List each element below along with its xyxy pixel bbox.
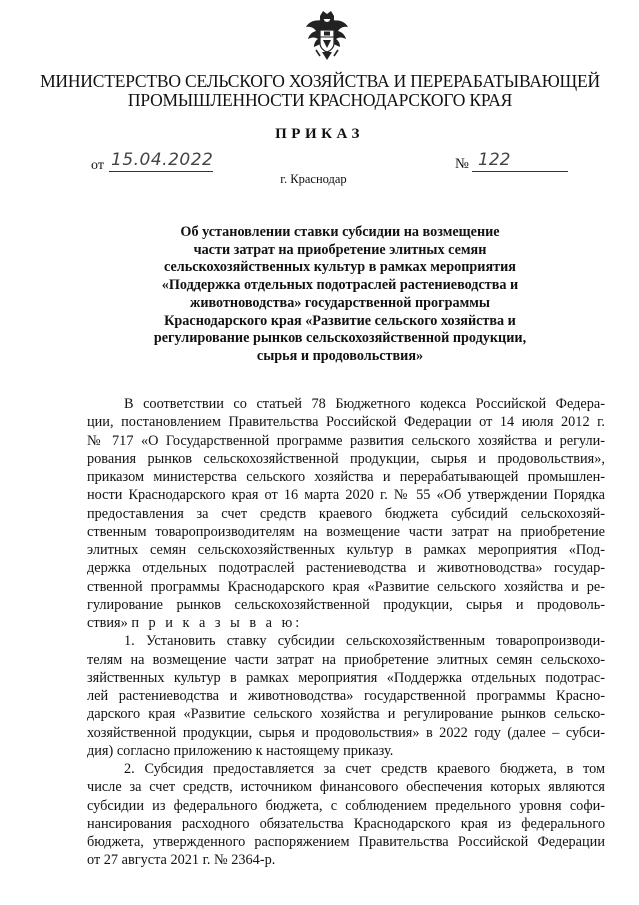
date-prefix: от bbox=[91, 158, 104, 173]
body-line: от 27 августа 2021 г. № 2364-р. bbox=[87, 852, 276, 869]
body-line: приказом министерства сельского хозяйства и перерабатывающей промышлен- bbox=[87, 469, 605, 485]
title-line: Об установлении ставки субсидии на возмещение bbox=[180, 224, 500, 240]
city-label bbox=[0, 172, 639, 187]
body-line: ственной программы Краснодарского края «Развитие сельского хозяйства и ре- bbox=[87, 578, 605, 595]
order-meta bbox=[0, 150, 639, 190]
coat-of-arms-icon bbox=[302, 10, 352, 64]
order-date: 15.04.2022 bbox=[111, 150, 214, 170]
body-line: субсидии из федерального бюджета, с соблюдением предельного уровня софи- bbox=[87, 797, 605, 814]
title-line: животноводства» государственной программы bbox=[190, 294, 490, 311]
city-text: г. Краснодар bbox=[280, 172, 347, 186]
body-line: № 717 «О Государственной программе развития сельского хозяйства и регули- bbox=[87, 432, 605, 449]
number-prefix: № bbox=[455, 156, 469, 172]
document-body bbox=[87, 395, 605, 870]
ministry-name-line-2: ПРОМЫШЛЕННОСТИ КРАСНОДАРСКОГО КРАЯ bbox=[127, 90, 513, 110]
title-line: регулирование рынков сельскохозяйственной продукции, bbox=[153, 330, 527, 347]
body-line: ственным товаропроизводителям на возмещение части затрат на приобретение bbox=[87, 523, 605, 540]
title-line: сельскохозяйственных культур в рамках мероприятия bbox=[164, 259, 516, 276]
body-line: хозяйственной продукции, сырья и продовольствия» в 2022 году (далее – субси- bbox=[87, 724, 605, 741]
body-line: предоставления за счет средств краевого бюджета субсидий сельскохозяй- bbox=[87, 505, 605, 522]
body-line: зяйственных культур в рамках мероприятия «Поддержка отдельных подотрас- bbox=[87, 669, 605, 686]
body-line bbox=[87, 614, 605, 632]
title-line: «Поддержка отдельных подотраслей растениеводства и bbox=[161, 277, 519, 294]
body-line: бюджета, утвержденного распоряжением Правительства Российской Федерации bbox=[87, 834, 605, 850]
body-line: ции, постановлением Правительства Российской Федерации от 14 июля 2012 г. bbox=[87, 414, 605, 431]
body-line: В соответствии со статьей 78 Бюджетного кодекса Российской Федера- bbox=[124, 396, 605, 412]
body-line: держка отдельных подотраслей растениеводства и животноводства» государ- bbox=[87, 560, 605, 577]
body-line-text: ствия» bbox=[87, 615, 128, 631]
ministry-name-line-1: МИНИСТЕРСТВО СЕЛЬСКОГО ХОЗЯЙСТВА И ПЕРЕРАБАТЫВАЮЩЕЙ bbox=[40, 71, 600, 91]
body-line: числе за счет средств, источником финансового обеспечения которых являются bbox=[87, 779, 605, 796]
order-word-spaced: п р и к а з ы в а ю: bbox=[131, 615, 303, 631]
body-line: 2. Субсидия предоставляется за счет средств краевого бюджета, в том bbox=[124, 761, 605, 777]
body-line: лей растениеводства и животноводства» государственной программы Красно- bbox=[87, 688, 605, 704]
body-line: нансирования расходного обязательства Краснодарского края из федерального bbox=[87, 815, 605, 832]
document-title bbox=[130, 224, 550, 366]
body-line: 1. Установить ставку субсидии сельскохозяйственным товаропроизводи- bbox=[124, 633, 605, 650]
body-line: телям на возмещение части затрат на приобретение элитных семян сельскохо- bbox=[87, 651, 605, 668]
title-line: части затрат на приобретение элитных семян bbox=[193, 241, 487, 258]
body-line: гулирование рынков сельскохозяйственной продукции, сырья и продоволь- bbox=[87, 596, 605, 613]
order-title: ПРИКАЗ bbox=[275, 126, 364, 142]
body-line: элитных семян сельскохозяйственных культур в рамках мероприятия «Под- bbox=[87, 542, 605, 558]
body-line: дия) согласно приложению к настоящему приказу. bbox=[87, 742, 394, 759]
body-line: дарского края «Развитие сельского хозяйства и регулирование рынков сельско- bbox=[87, 706, 605, 723]
body-line: ности Краснодарского края от 16 марта 2020 г. № 55 «Об утверждении Порядка bbox=[87, 487, 605, 504]
title-line: Краснодарского края «Развитие сельского хозяйства и bbox=[164, 312, 516, 329]
order-number: 122 bbox=[472, 150, 568, 172]
title-line: сырья и продовольствия» bbox=[256, 347, 424, 364]
body-line: рования рынков сельскохозяйственной продукции, сырья и продовольствия», bbox=[87, 450, 605, 467]
